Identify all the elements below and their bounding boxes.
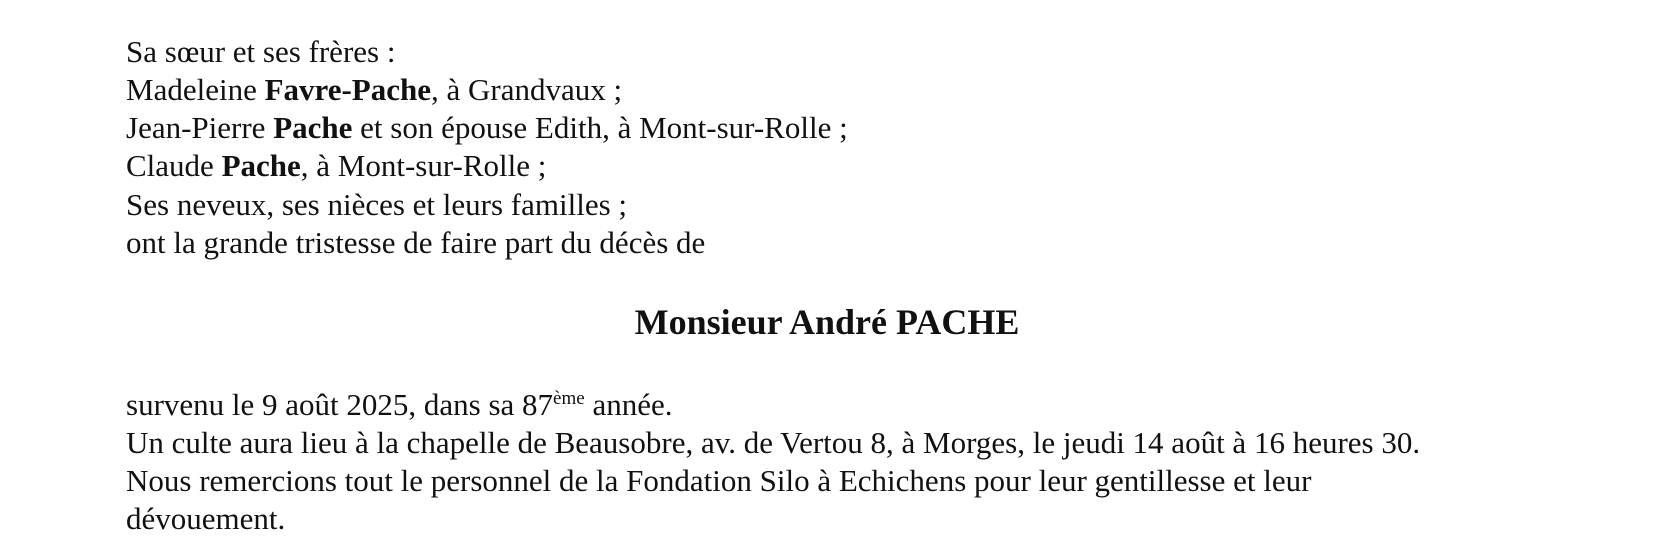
relative-suffix: , à Grandvaux ;	[431, 72, 623, 107]
relative-prefix: Claude	[126, 148, 222, 183]
relative-suffix: et son épouse Edith, à Mont-sur-Rolle ;	[352, 110, 848, 145]
family-intro-line: Sa sœur et ses frères :	[126, 34, 396, 69]
relative-surname: Pache	[273, 110, 353, 145]
thanks-line-2: dévouement.	[126, 501, 286, 536]
relative-line-1	[126, 71, 622, 109]
relative-line-3	[126, 147, 546, 185]
nephews-line: Ses neveux, ses nièces et leurs familles ;	[126, 187, 628, 222]
ordinal-superscript: ème	[553, 388, 585, 409]
thanks-line-1: Nous remercions tout le personnel de la Fondation Silo à Echichens pour leur gentillesse et leur	[126, 463, 1312, 498]
relative-line-2	[126, 109, 848, 147]
deceased-name-heading: Monsieur André PACHE	[634, 302, 1020, 342]
relative-prefix: Jean-Pierre	[126, 110, 274, 145]
service-line: Un culte aura lieu à la chapelle de Beausobre, av. de Vertou 8, à Morges, le jeudi 14 août à 16 heures 30.	[126, 425, 1421, 460]
death-date-line	[126, 386, 672, 424]
announcement-line: ont la grande tristesse de faire part du décès de	[126, 225, 706, 260]
relative-prefix: Madeleine	[126, 72, 265, 107]
relative-surname: Favre-Pache	[264, 72, 431, 107]
relative-suffix: , à Mont-sur-Rolle ;	[300, 148, 547, 183]
death-date-text-end: année.	[584, 387, 673, 422]
relative-surname: Pache	[221, 148, 301, 183]
death-date-text: survenu le 9 août 2025, dans sa 87	[126, 387, 554, 422]
